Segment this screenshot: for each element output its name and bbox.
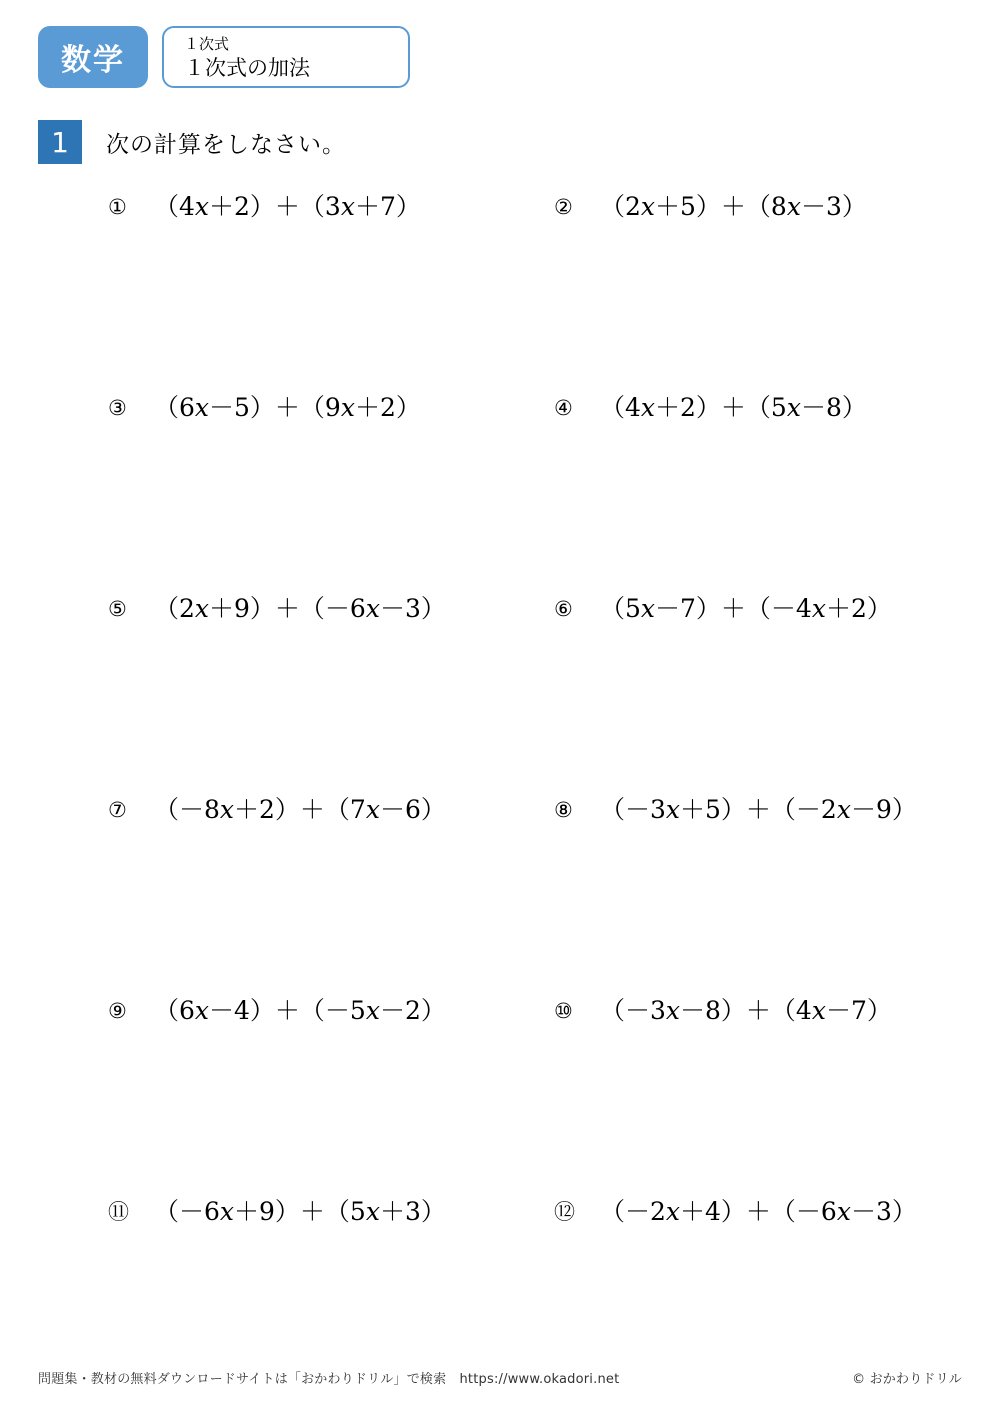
problem-item [108, 1185, 554, 1386]
instruction-text: 次の計算をしなさい。 [106, 131, 346, 158]
problem-expression: （－6x＋9）＋（5x＋3） [154, 1197, 446, 1226]
problem-row [0, 1185, 1000, 1386]
problem-expression: （－3x＋5）＋（－2x－9） [600, 795, 917, 824]
problem-row [0, 381, 1000, 582]
problem-item [554, 582, 1000, 783]
problem-expression: （6x－4）＋（－5x－2） [154, 996, 446, 1025]
footer-copyright: © おかわりドリル [852, 1372, 962, 1387]
problem-number: ④ [554, 396, 573, 420]
problem-expression: （2x＋5）＋（8x－3） [600, 192, 867, 221]
problem-number: ⑩ [554, 999, 573, 1023]
instruction-row [38, 120, 346, 164]
worksheet-header [38, 26, 410, 88]
problem-number: ① [108, 195, 127, 219]
title-box [162, 26, 410, 88]
problem-item [108, 783, 554, 984]
problem-row [0, 783, 1000, 984]
problem-item [554, 1185, 1000, 1386]
problem-number: ⑪ [108, 1200, 129, 1224]
problem-item [554, 381, 1000, 582]
problem-item [108, 582, 554, 783]
problem-expression: （4x＋2）＋（3x＋7） [154, 192, 421, 221]
problem-item [554, 783, 1000, 984]
subject-badge: 数学 [38, 26, 148, 88]
title-heading: １次式の加法 [184, 56, 310, 80]
problem-number: ⑫ [554, 1200, 575, 1224]
problem-expression: （5x－7）＋（－4x＋2） [600, 594, 892, 623]
problem-number: ⑨ [108, 999, 127, 1023]
section-number-badge: 1 [38, 120, 82, 164]
problem-expression: （6x－5）＋（9x＋2） [154, 393, 421, 422]
page-footer [38, 1368, 962, 1387]
problem-number: ⑧ [554, 798, 573, 822]
problem-number: ⑦ [108, 798, 127, 822]
problem-item [108, 381, 554, 582]
problem-item [554, 984, 1000, 1185]
problem-item [108, 180, 554, 381]
problem-number: ③ [108, 396, 127, 420]
problem-expression: （－2x＋4）＋（－6x－3） [600, 1197, 917, 1226]
problem-expression: （2x＋9）＋（－6x－3） [154, 594, 446, 623]
problem-item [554, 180, 1000, 381]
footer-site-note: 問題集・教材の無料ダウンロードサイトは「おかわりドリル」で検索 https://www.okadori.net [38, 1372, 620, 1387]
problem-expression: （－3x－8）＋（4x－7） [600, 996, 892, 1025]
problem-number: ② [554, 195, 573, 219]
problem-grid [0, 180, 1000, 1386]
problem-row [0, 180, 1000, 381]
problem-row [0, 582, 1000, 783]
problem-item [108, 984, 554, 1185]
problem-row [0, 984, 1000, 1185]
title-subheading: １次式 [184, 35, 230, 53]
problem-number: ⑥ [554, 597, 573, 621]
problem-expression: （4x＋2）＋（5x－8） [600, 393, 867, 422]
problem-number: ⑤ [108, 597, 127, 621]
problem-expression: （－8x＋2）＋（7x－6） [154, 795, 446, 824]
